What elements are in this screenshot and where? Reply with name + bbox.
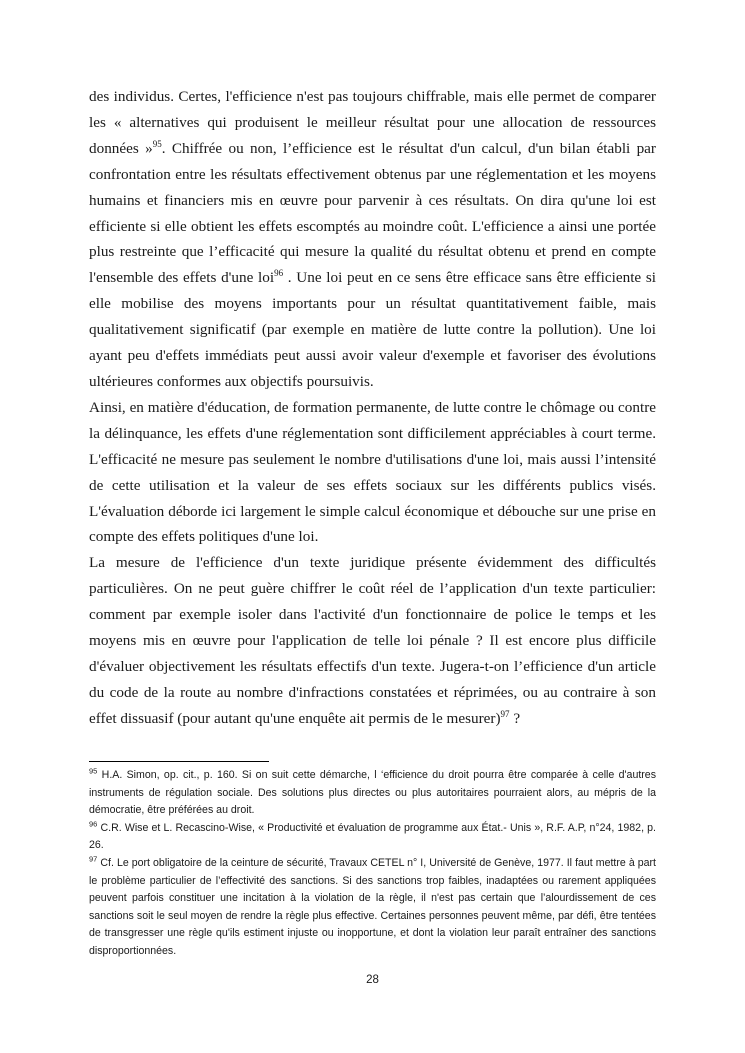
- footnote-96: [89, 820, 656, 855]
- paragraph-3-text-a: La mesure de l'efficience d'un texte juridique présente évidemment des difficultés particulières. On ne peut guère chiffrer le coût réel de l’application d'un texte particulier: comment par exemple isoler dans l'activité d'un fonctionnaire de police le temps et les moyens mis en œuvre pour l'application de telle loi pénale ? Il est encore plus difficile d'évaluer objectivement les résultats effectifs d'un texte. Jugera-t-on l’efficience d'un article du code de la route au nombre d'infractions constatées et réprimées, ou au contraire à son effet dissuasif (pour autant qu'une enquête ait permis de le mesurer): [89, 554, 656, 727]
- body-text: [89, 84, 656, 732]
- footnote-97: [89, 855, 656, 961]
- footnote-separator: [89, 761, 269, 762]
- footnote-number: 95: [89, 766, 98, 776]
- paragraph-1-text-b: . Chiffrée ou non, l’efficience est le résultat d'un calcul, d'un bilan établi par confrontation entre les résultats effectivement obtenus par une réglementation et les moyens humains et financiers mis en œuvre pour parvenir à ces résultats. On dira qu'une loi est efficiente si elle obtient les effets escomptés au moindre coût. L'efficience a ainsi une portée plus restreinte que l’efficacité qui mesure la qualité du résultat obtenu et prend en compte l'ensemble des effets d'une loi: [89, 139, 656, 287]
- footnote-95: [89, 767, 656, 820]
- footnote-text: Cf. Le port obligatoire de la ceinture de sécurité, Travaux CETEL n° I, Université de Genève, 1977. Il faut mettre à part le problème particulier de l’effectivité des sanctions. Si des sanctions trop faibles, inadaptées ou rarement appliquées peuvent parfois constituer une incitation à la violation de la règle, il n'est pas certain que l’alourdissement de ces sanctions soit le seul moyen de rendre la règle plus effective. Certaines personnes peuvent même, par défi, être tentées de transgresser une règle qu'ils estiment injuste ou inopportune, et dont la violation leur paraît entraîner des sanctions disproportionnées.: [89, 856, 656, 957]
- paragraph-3-text-b: ?: [509, 709, 521, 727]
- footnote-number: 97: [89, 854, 98, 864]
- paragraph-1-text-a: des individus. Certes, l'efficience n'est pas toujours chiffrable, mais elle permet de comparer les « alternatives qui produisent le meilleur résultat pour une allocation de ressources données »: [89, 88, 656, 157]
- paragraph-1-text-c: . Une loi peut en ce sens être efficace sans être efficiente si elle mobilise des moyens importants pour un résultat quantitativement faible, mais qualitativement significatif (par exemple en matière de lutte contre la pollution). Une loi ayant peu d'effets immédiats peut aussi avoir valeur d'exemple et favoriser des évolutions ultérieures conformes aux objectifs poursuivis.: [89, 269, 656, 390]
- footnote-number: 96: [89, 819, 98, 829]
- page-number: 28: [366, 974, 379, 986]
- footnote-ref-97[interactable]: 97: [500, 708, 510, 719]
- footnotes: [89, 767, 656, 961]
- paragraph-2: Ainsi, en matière d'éducation, de formation permanente, de lutte contre le chômage ou contre la délinquance, les effets d'une réglementation sont difficilement appréciables à court terme. L'efficacité ne mesure pas seulement le nombre d'utilisations d'une loi, mais aussi l’intensité de cette utilisation et la valeur de ses effets sociaux sur les différents publics visés. L'évaluation déborde ici largement le simple calcul économique et débouche sur une prise en compte des effets politiques d'une loi.: [89, 398, 656, 546]
- paragraph-1: [89, 84, 656, 395]
- footnote-ref-95[interactable]: 95: [152, 138, 162, 149]
- footnote-ref-96[interactable]: 96: [274, 268, 284, 279]
- paragraph-3: [89, 550, 656, 731]
- footnote-text: H.A. Simon, op. cit., p. 160. Si on suit cette démarche, l ‘efficience du droit pourra être comparée à celle d'autres instruments de régulation sociale. Des solutions plus directes ou plus autoritaires pourraient alors, au mépris de la démocratie, être préférées au droit.: [89, 769, 656, 817]
- footnote-text: C.R. Wise et L. Recascino-Wise, « Productivité et évaluation de programme aux État.- Unis », R.F. A.P, n°24, 1982, p. 26.: [89, 821, 656, 852]
